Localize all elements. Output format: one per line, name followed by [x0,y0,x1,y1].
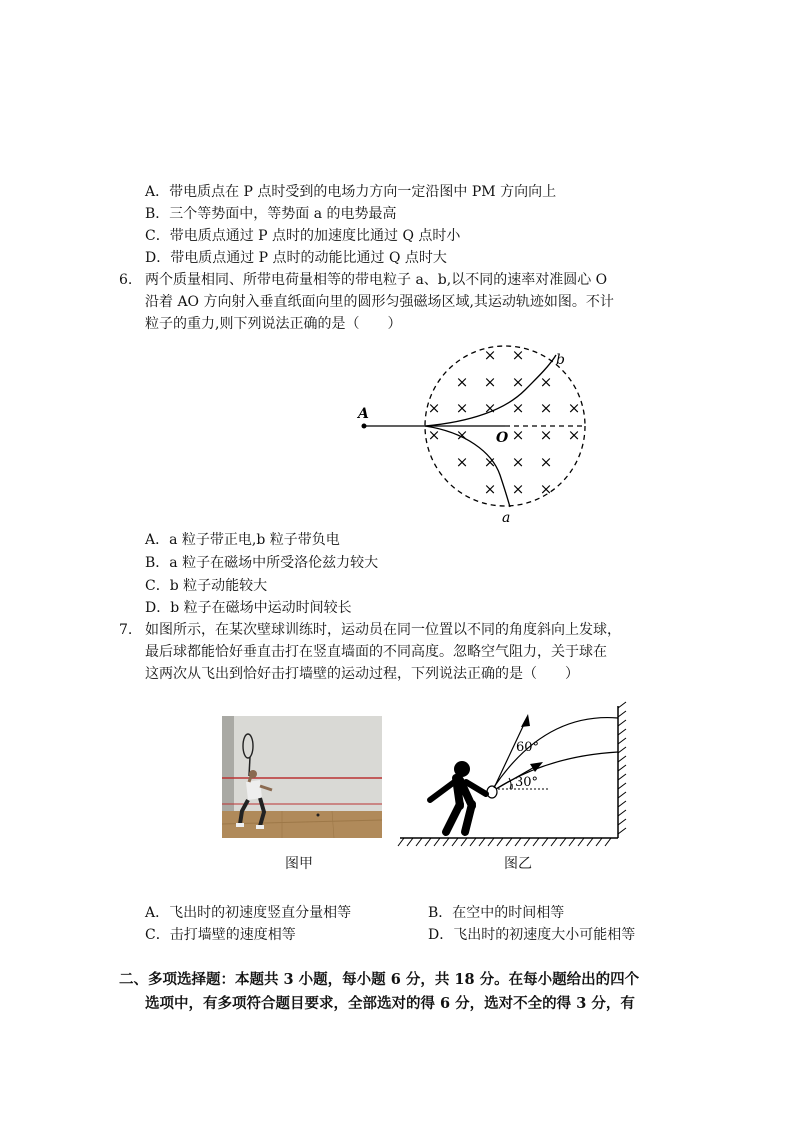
field-cross: × [483,373,497,391]
field-cross: × [427,426,441,444]
field-cross: × [455,399,469,417]
field-cross: × [455,453,469,471]
field-cross: × [511,426,525,444]
field-cross: × [455,426,469,444]
q6-option-d: D．b 粒子在磁场中运动时间较长 [145,600,352,616]
field-cross: × [539,480,553,498]
field-cross: × [511,373,525,391]
q6-stem-line-2: 沿着 AO 方向射入垂直纸面向里的圆形匀强磁场区域,其运动轨迹如图。不计 [145,294,614,310]
field-cross: × [511,399,525,417]
section2-heading-line-2: 选项中，有多项符合题目要求，全部选对的得 6 分，选对不全的得 3 分，有 [145,995,635,1012]
q7-option-a: A．飞出时的初速度竖直分量相等 [145,905,352,921]
q6-label-o: O [496,430,509,446]
field-cross: × [483,399,497,417]
q6-stem-line-1: 两个质量相同、所带电荷量相等的带电粒子 a、b,以不同的速率对准圆心 O [145,272,608,288]
q5-option-b: B．三个等势面中，等势面 a 的电势最高 [145,206,397,222]
q7-number: 7. [119,622,133,638]
field-cross: × [483,453,497,471]
q7-option-b: B．在空中的时间相等 [428,905,565,921]
q6-option-a: A．a 粒子带正电,b 粒子带负电 [145,532,340,548]
angle-60-label: 60° [516,740,540,755]
caption-figure-jia: 图甲 [285,856,313,872]
q6-stem-line-3: 粒子的重力,则下列说法正确的是（ ） [145,316,402,332]
field-cross: × [539,399,553,417]
field-cross: × [511,453,525,471]
q7-option-c: C．击打墙壁的速度相等 [145,927,296,943]
q5-option-c: C．带电质点通过 P 点时的加速度比通过 Q 点时小 [145,228,461,244]
q7-trajectory-figure [395,700,635,850]
angle-30-label: 30° [515,775,539,790]
field-cross: × [567,399,581,417]
q7-option-d: D．飞出时的初速度大小可能相等 [428,927,636,943]
q6-label-a-point: A [358,406,369,422]
q7-stem-line-2: 最后球都能恰好垂直击打在竖直墙面的不同高度。忽略空气阻力，关于球在 [145,644,607,660]
q7-stem-line-3: 这两次从飞出到恰好击打墙壁的运动过程，下列说法正确的是（ ） [145,666,579,682]
field-cross: × [455,373,469,391]
q5-option-a: A．带电质点在 P 点时受到的电场力方向一定沿图中 PM 方向向上 [145,184,557,200]
field-cross: × [539,373,553,391]
field-cross: × [539,453,553,471]
section2-heading-line-1: 二、多项选择题：本题共 3 小题，每小题 6 分，共 18 分。在每小题给出的四个 [119,971,640,988]
q6-magnetic-field-figure [350,340,610,530]
field-cross: × [483,346,497,364]
field-cross: × [511,480,525,498]
q7-stem-line-1: 如图所示，在某次壁球训练时，运动员在同一位置以不同的角度斜向上发球， [145,622,621,638]
q6-label-b: b [556,352,565,368]
field-cross: × [483,480,497,498]
squash-court-photo [222,716,382,838]
q6-option-c: C．b 粒子动能较大 [145,578,268,594]
q6-label-a: a [502,510,511,526]
q6-number: 6. [119,272,133,288]
field-cross: × [539,426,553,444]
field-cross: × [427,399,441,417]
q6-option-b: B．a 粒子在磁场中所受洛伦兹力较大 [145,555,379,571]
q5-option-d: D．带电质点通过 P 点时的动能比通过 Q 点时大 [145,250,447,266]
field-cross: × [567,426,581,444]
field-cross: × [511,346,525,364]
caption-figure-yi: 图乙 [504,856,532,872]
